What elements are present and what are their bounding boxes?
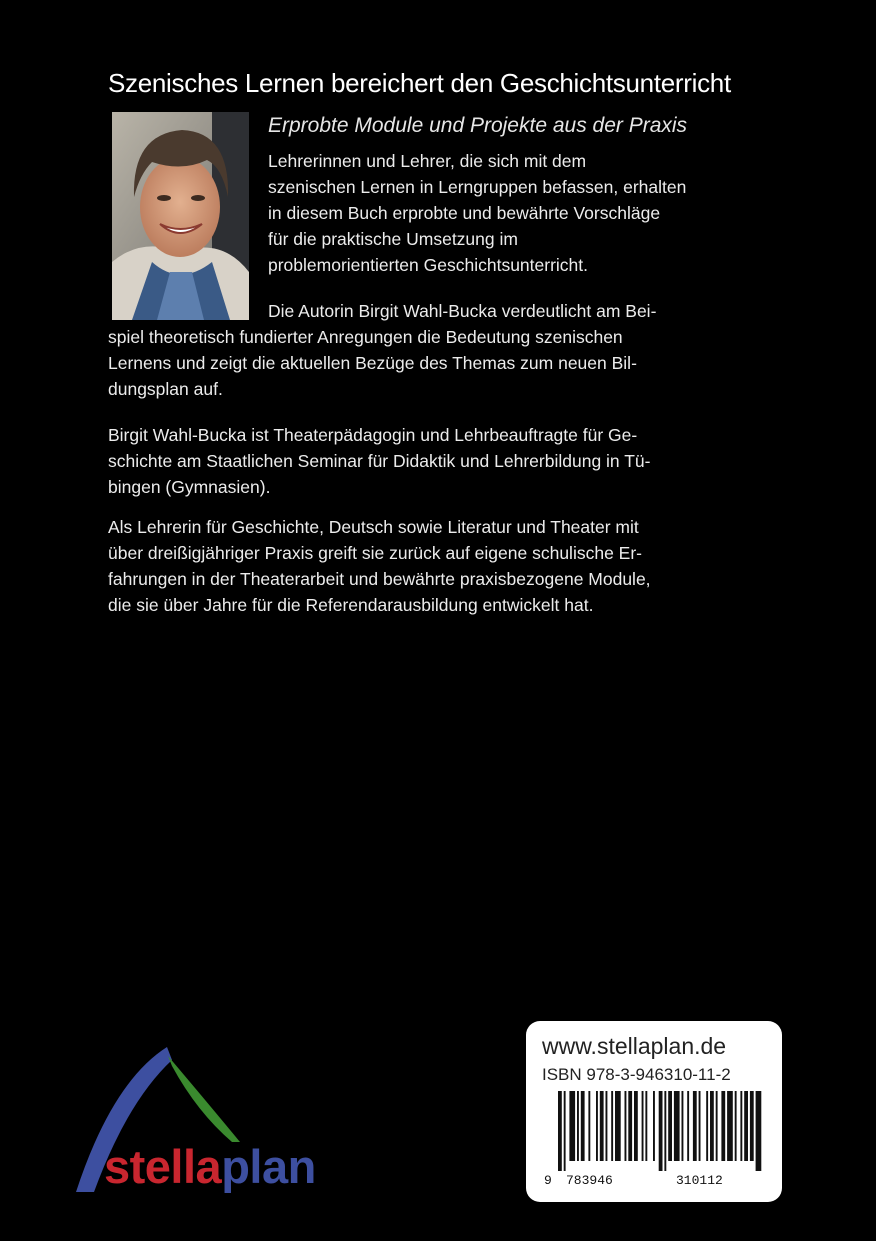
barcode-bar [659,1091,663,1171]
text-line: dungsplan auf. [108,379,223,399]
author-paragraph [108,324,637,402]
text-line: Die Autorin Birgit Wahl-Bucka verdeutlicht am Bei- [268,301,657,321]
text-line: schichte am Staatlichen Seminar für Didaktik und Lehrerbildung in Tü- [108,451,651,471]
barcode-bar [634,1091,638,1161]
text-line: spiel theoretisch fundierter Anregungen die Bedeutung szenischen [108,327,623,347]
publisher-url: www.stellaplan.de [542,1033,727,1059]
barcode-bar [577,1091,579,1161]
barcode [540,1091,766,1173]
text-line: problemorientierten Geschichtsunterricht. [268,255,589,275]
intro-paragraph [268,148,686,278]
barcode-digits-left: 783946 [566,1173,613,1188]
author-paragraph-first-line [268,298,656,324]
text-line: szenischen Lernen in Lerngruppen befassen, erhalten [268,177,687,197]
book-title: Szenisches Lernen bereichert den Geschichtsunterricht [108,68,731,98]
bio-paragraph [108,422,650,500]
barcode-bar [750,1091,754,1161]
barcode-panel [526,1021,782,1202]
text-line: über dreißigjähriger Praxis greift sie zurück auf eigene schulische Er- [108,543,642,563]
text-line: in diesem Buch erprobte und bewährte Vorschläge [268,203,661,223]
author-portrait [112,112,249,320]
isbn-label: ISBN 978-3-946310-11-2 [542,1065,731,1084]
text-line: Als Lehrerin für Geschichte, Deutsch sowie Literatur und Theater mit [108,517,639,537]
barcode-bar [606,1091,608,1161]
barcode-bar [564,1091,566,1171]
barcode-bar [615,1091,621,1161]
barcode-bar [710,1091,714,1161]
barcode-bar [716,1091,718,1161]
text-line: Lernens und zeigt die aktuellen Bezüge des Themas zum neuen Bil- [108,353,637,373]
barcode-bar [625,1091,627,1161]
barcode-bar [735,1091,737,1161]
barcode-bar [642,1091,644,1161]
text-line: für die praktische Umsetzung im [268,229,518,249]
barcode-bar [682,1091,684,1161]
barcode-bar [668,1091,672,1161]
barcode-bar [558,1091,562,1171]
barcode-bar [727,1091,733,1161]
barcode-bar [744,1091,748,1161]
logo-stella: stella [104,1140,222,1193]
logo-plan: plan [221,1140,316,1193]
experience-paragraph [108,514,651,618]
text-line: Lehrerinnen und Lehrer, die sich mit dem [268,151,587,171]
barcode-bar [596,1091,598,1161]
text-line: Birgit Wahl-Bucka ist Theaterpädagogin und Lehrbeauftragte für Ge- [108,425,638,445]
barcode-bar [600,1091,604,1161]
barcode-bar [569,1091,575,1161]
text-line: die sie über Jahre für die Referendarausbildung entwickelt hat. [108,595,594,615]
barcode-bar [588,1091,590,1161]
barcode-bar [693,1091,697,1161]
barcode-bar [687,1091,689,1161]
barcode-bar [756,1091,762,1171]
barcode-bar [664,1091,666,1171]
text-line: fahrungen in der Theaterarbeit und bewährte praxisbezogene Module, [108,569,651,589]
book-subtitle: Erprobte Module und Projekte aus der Praxis [268,114,688,137]
barcode-bar [645,1091,647,1161]
publisher-logo [104,1139,316,1194]
barcode-bar [706,1091,708,1161]
barcode-bar [628,1091,632,1161]
text-line: bingen (Gymnasien). [108,477,271,497]
barcode-bar [740,1091,742,1161]
barcode-bar [721,1091,725,1161]
barcode-bar [674,1091,680,1161]
barcode-bar [699,1091,701,1161]
barcode-digit-first: 9 [544,1173,552,1188]
barcode-bar [581,1091,585,1161]
barcode-bar [611,1091,613,1161]
barcode-digits-right: 310112 [676,1173,723,1188]
barcode-bar [653,1091,655,1161]
